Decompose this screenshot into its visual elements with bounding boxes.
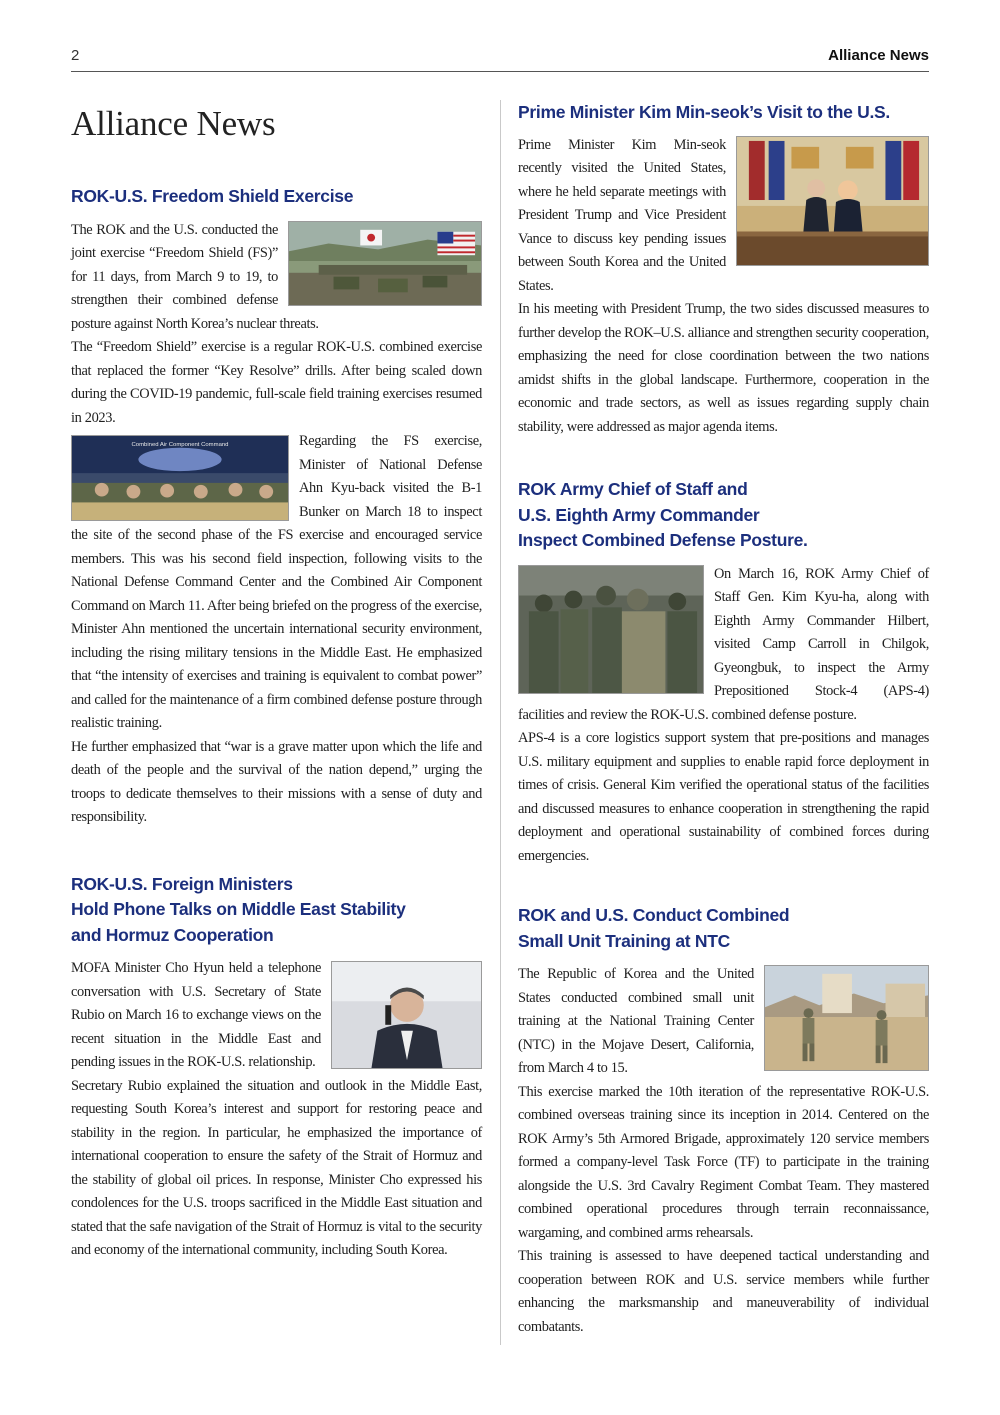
article-pm-visit <box>518 100 929 439</box>
left-column <box>71 100 482 1263</box>
article-paragraph: This exercise marked the 10th iteration of the representative ROK-U.S. combined overseas training since its inception in 2014. Centered on the ROK Army’s 5th Armored Brigade, approximately 120 service members formed a company-level Task Force (TF) to participate in the training alongside the U.S. 3rd Cavalry Regiment Combat Team. They mastered combined operational procedures through terrain reconnaissance, wargaming, and combined arms rehearsals. <box>518 1083 929 1241</box>
photo-command-center <box>71 435 289 521</box>
photo-military-vehicles <box>288 221 482 306</box>
command-sign-text: Combined Air Component Command <box>131 441 229 448</box>
heading-line: Inspect Combined Defense Posture. <box>518 530 808 550</box>
article-heading <box>71 872 482 949</box>
article-paragraph: On March 16, ROK Army Chief of Staff Gen. Kim Kyu-ha, along with Eighth Army Commander Hilbert, visited Camp Carroll in Chilgok, Gyeongbuk, to inspect the Army Prepositioned Stock-4 (APS-4) facilities and review the ROK-U.S. combined defense posture. <box>518 565 929 723</box>
right-column <box>518 100 929 1339</box>
heading-line: and Hormuz Cooperation <box>71 924 274 945</box>
heading-line: ROK and U.S. Conduct Combined <box>518 905 790 925</box>
column-divider <box>500 100 501 1345</box>
photo-minister-phone-call <box>331 961 482 1069</box>
article-paragraph: He further emphasized that “war is a grave matter upon which the life and death of the people and the survival of the nation depend,” urging the troops to dedicate themselves to their missions with a sense of duty and responsibility. <box>71 738 482 825</box>
heading-line: Hold Phone Talks on Middle East Stability <box>71 899 406 919</box>
heading-line: U.S. Eighth Army Commander <box>518 504 760 525</box>
article-paragraph: This training is assessed to have deepened tactical understanding and cooperation between ROK and U.S. service members while further enhancing the marksmanship and maneuverability of individual combatants. <box>518 1248 929 1335</box>
photo-oval-office-meeting <box>736 136 929 266</box>
photo-army-commanders <box>518 565 704 694</box>
heading-line: ROK-U.S. Foreign Ministers <box>71 873 293 894</box>
article-paragraph: APS-4 is a core logistics support system that pre-positions and manages U.S. military equipment and supplies to enable rapid force deployment in times of crisis. General Kim verified the operational status of the facilities and discussed measures to enhance cooperation in strengthening the rapid deployment and operational sustainability of combined forces during emergencies. <box>518 730 929 864</box>
article-paragraph: Prime Minister Kim Min-seok recently visited the United States, where he held separate meetings with President Trump and Vice President Vance to discuss key pending issues between South Korea and the United States. <box>518 136 726 294</box>
article-paragraph: MOFA Minister Cho Hyun held a telephone conversation with U.S. Secretary of State Rubio on March 16 to exchange views on the recent situation in the Middle East and pending issues in the ROK-U.S. relationship. <box>71 960 321 1070</box>
article-heading <box>518 477 929 554</box>
article-army-chief <box>518 477 929 868</box>
article-heading <box>518 903 929 954</box>
article-heading: ROK-U.S. Freedom Shield Exercise <box>71 186 354 206</box>
article-paragraph: Secretary Rubio explained the situation and outlook in the Middle East, requesting South Korea’s interest and support for restoring peace and stability in the region. In particular, he emphasized the importance of international cooperation to ensure the safety of the Strait of Hormuz and the stability of global oil prices. In response, Minister Cho expressed his condolences for the U.S. troops sacrificed in the Middle East situation and stated that the safe navigation of the Strait of Hormuz is vital to the security and economy of the international community, including South Korea. <box>71 1077 482 1258</box>
photo-desert-training <box>764 965 929 1071</box>
publication-name: Alliance News <box>828 47 929 64</box>
heading-line: Small Unit Training at NTC <box>518 930 730 951</box>
article-paragraph: In his meeting with President Trump, the two sides discussed measures to further develop the ROK–U.S. alliance and strengthen security cooperation, emphasizing the need for close coordination between the two nations amidst shifts in the global landscape. Furthermore, cooperation in the economic and trade sectors, as well as issues regarding supply chain stability, were addressed as major agenda items. <box>518 301 929 435</box>
article-ntc-training <box>518 903 929 1339</box>
header-rule <box>71 71 929 72</box>
article-freedom-shield <box>71 184 482 830</box>
article-foreign-ministers <box>71 872 482 1263</box>
article-paragraph: Regarding the FS exercise, Minister of National Defense Ahn Kyu-back visited the B-1 Bunker on March 18 to inspect the site of the second phase of the FS exercise and encouraged service members. This was his second field inspection, following visits to the National Defense Command Center and the Combined Air Component Command on March 11. After being briefed on the progress of the exercise, Minister Ahn mentioned the uncertain international security environment, including the rising military tensions in the Middle East. He emphasized that “the intensity of exercises and training is equivalent to combat power” and called for the maintenance of a firm combined defense posture through realistic training. <box>71 433 482 731</box>
page-title: Alliance News <box>71 104 276 143</box>
article-heading: Prime Minister Kim Min-seok’s Visit to the U.S. <box>518 102 890 122</box>
article-paragraph: The Republic of Korea and the United States conducted combined small unit training at the National Training Center (NTC) in the Mojave Desert, California, from March 4 to 15. <box>518 966 754 1076</box>
article-paragraph: The “Freedom Shield” exercise is a regular ROK-U.S. combined exercise that replaced the former “Key Resolve” drills. After being scaled down during the COVID-19 pandemic, full-scale field training exercises resumed in 2023. <box>71 339 482 426</box>
article-paragraph: The ROK and the U.S. conducted the joint exercise “Freedom Shield (FS)” for 11 days, from March 9 to 19, to strengthen their combined defense posture against North Korea’s nuclear threats. <box>71 221 319 332</box>
page-number: 2 <box>71 47 80 64</box>
heading-line: ROK Army Chief of Staff and <box>518 479 748 499</box>
